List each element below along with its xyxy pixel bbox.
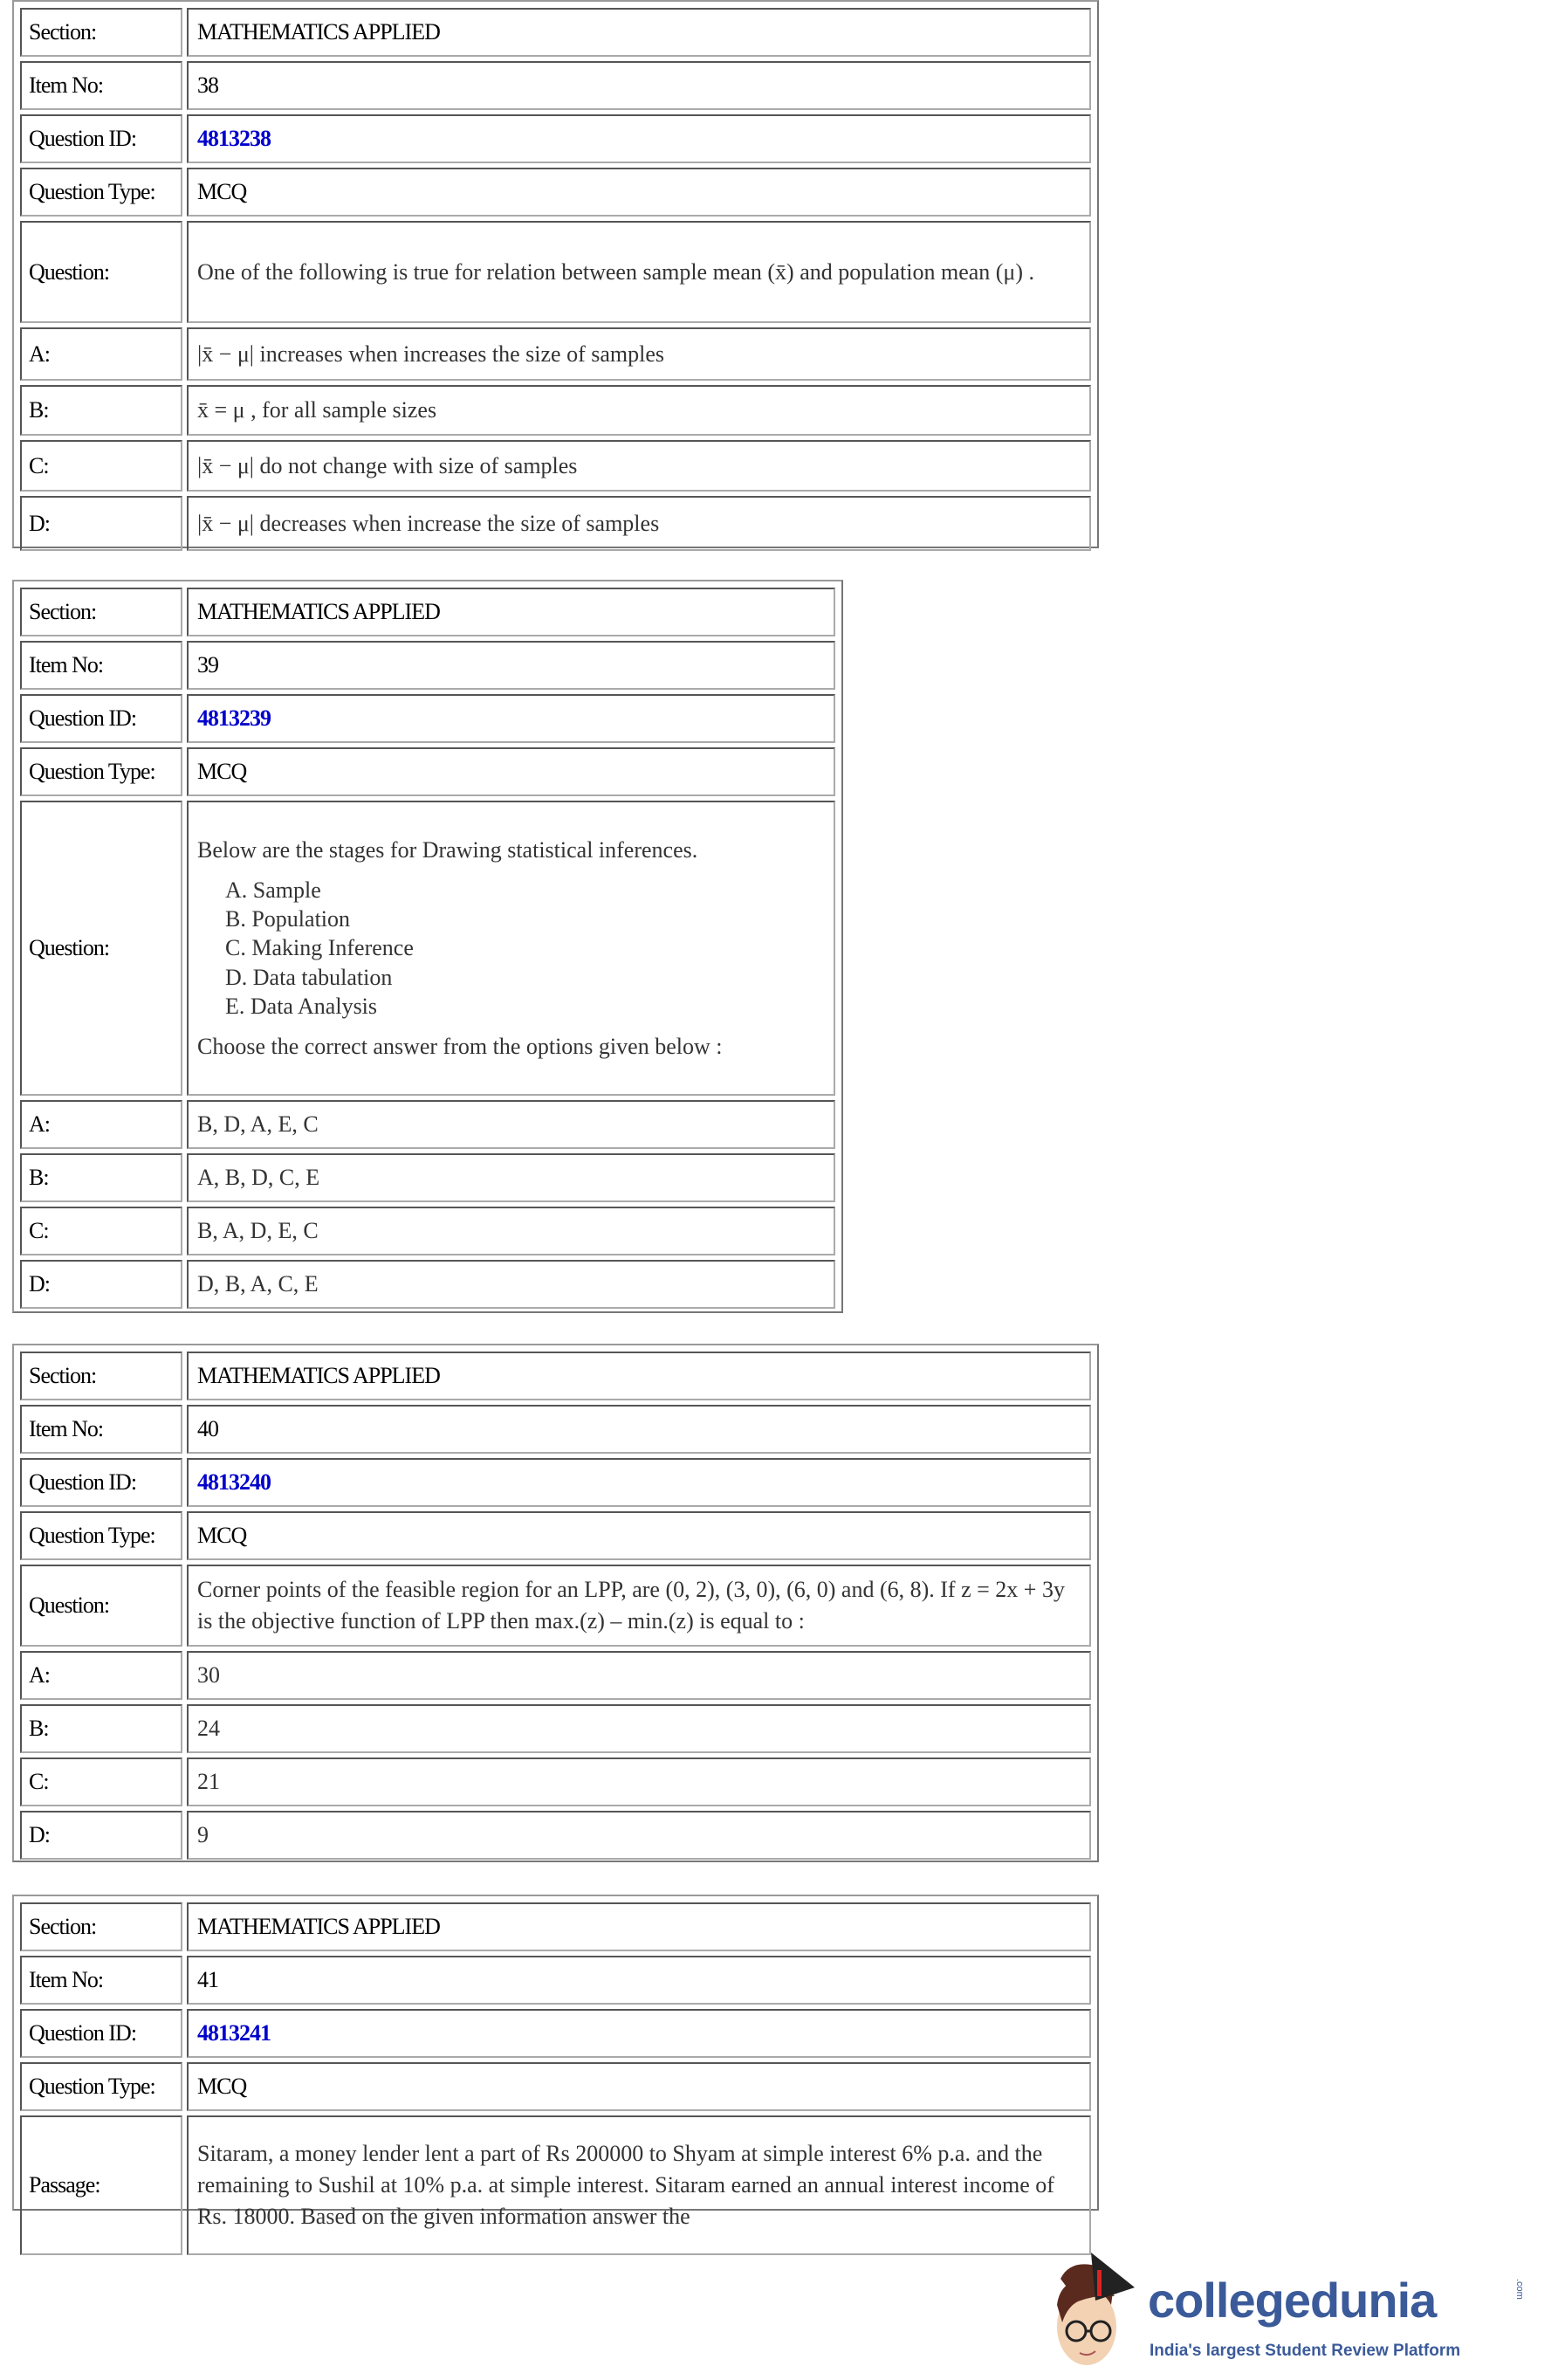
table-row <box>20 168 1091 217</box>
field-label: Question: <box>20 221 182 323</box>
table-row <box>20 1207 835 1255</box>
field-value: MCQ <box>187 1511 1091 1560</box>
stage-item: D. Data tabulation <box>225 964 393 990</box>
table-row <box>20 440 1091 492</box>
field-value: 21 <box>187 1757 1091 1806</box>
field-label: Question ID: <box>20 1458 182 1507</box>
question-grid <box>16 583 840 1313</box>
stage-item: A. Sample <box>225 877 321 904</box>
field-value: MCQ <box>187 2062 1091 2111</box>
stage-item: C. Making Inference <box>225 935 414 961</box>
field-value: Sitaram, a money lender lent a part of Rs 200000 to Shyam at simple interest 6% p.a. and the remaining to Sushil at 10% p.a. at simple interest. Sitaram earned an annual interest income of Rs. 18000. Based on the given information answer the <box>187 2115 1091 2255</box>
table-row <box>20 1100 835 1149</box>
table-row <box>20 1153 835 1202</box>
table-row <box>20 1704 1091 1753</box>
logo-wordmark: collegedunia <box>1148 2273 1437 2328</box>
table-row <box>20 1956 1091 2005</box>
table-row <box>20 1811 1091 1860</box>
table-row <box>20 1458 1091 1507</box>
field-value: 30 <box>187 1651 1091 1700</box>
field-value: MCQ <box>187 168 1091 217</box>
field-label: Item No: <box>20 1956 182 2005</box>
field-value <box>187 801 835 1096</box>
field-value: A, B, D, C, E <box>187 1153 835 1202</box>
table-row <box>20 801 835 1096</box>
question-grid <box>16 3 1095 555</box>
field-label: Question ID: <box>20 694 182 743</box>
table-row <box>20 1757 1091 1806</box>
field-label: Question: <box>20 1565 182 1647</box>
field-label: C: <box>20 440 182 492</box>
table-row <box>20 1565 1091 1647</box>
table-row <box>20 2062 1091 2111</box>
table-row <box>20 1511 1091 1560</box>
field-label: D: <box>20 1260 182 1309</box>
table-row <box>20 221 1091 323</box>
question-grid <box>16 1898 1095 2260</box>
question-table <box>12 0 1099 548</box>
mascot-icon <box>1043 2253 1143 2375</box>
field-value: MATHEMATICS APPLIED <box>187 8 1091 57</box>
logo-suffix: .com <box>1514 2279 1525 2300</box>
table-row <box>20 2009 1091 2058</box>
field-label: B: <box>20 1704 182 1753</box>
table-row <box>20 588 835 636</box>
question-table <box>12 580 843 1313</box>
field-value: MCQ <box>187 747 835 796</box>
table-row <box>20 1352 1091 1400</box>
question-id-link[interactable]: 4813241 <box>187 2009 1091 2058</box>
field-label: A: <box>20 327 182 381</box>
question-table <box>12 1895 1099 2229</box>
question-outro: Choose the correct answer from the options given below : <box>197 1033 723 1059</box>
question-intro: Below are the stages for Drawing statistical inferences. <box>197 836 698 863</box>
field-value: x̄ = μ , for all sample sizes <box>187 385 1091 436</box>
table-row <box>20 2115 1091 2255</box>
field-label: Item No: <box>20 61 182 110</box>
field-label: Item No: <box>20 1405 182 1454</box>
field-label: Item No: <box>20 641 182 690</box>
collegedunia-logo <box>1043 2253 1554 2375</box>
question-id-link[interactable]: 4813238 <box>187 114 1091 163</box>
field-label: Section: <box>20 588 182 636</box>
field-value: |x̄ − μ| increases when increases the size of samples <box>187 327 1091 381</box>
table-row <box>20 1260 835 1309</box>
table-row <box>20 114 1091 163</box>
table-row <box>20 385 1091 436</box>
field-value: 41 <box>187 1956 1091 2005</box>
field-label: D: <box>20 496 182 551</box>
field-value: 9 <box>187 1811 1091 1860</box>
field-label: Section: <box>20 8 182 57</box>
field-label: Question: <box>20 801 182 1096</box>
field-value: |x̄ − μ| decreases when increase the size of samples <box>187 496 1091 551</box>
field-value: MATHEMATICS APPLIED <box>187 1352 1091 1400</box>
question-grid <box>16 1347 1095 1864</box>
table-row <box>20 1902 1091 1951</box>
logo-tagline: India's largest Student Review Platform <box>1150 2342 1461 2360</box>
table-row <box>20 8 1091 57</box>
field-label: Question Type: <box>20 168 182 217</box>
question-table <box>12 1344 1099 1862</box>
field-label: A: <box>20 1651 182 1700</box>
field-label: B: <box>20 1153 182 1202</box>
question-id-link[interactable]: 4813239 <box>187 694 835 743</box>
field-label: Question Type: <box>20 747 182 796</box>
field-label: Question ID: <box>20 114 182 163</box>
field-value: 24 <box>187 1704 1091 1753</box>
field-label: C: <box>20 1757 182 1806</box>
stage-list <box>225 876 825 1020</box>
field-value: Corner points of the feasible region for an LPP, are (0, 2), (3, 0), (6, 0) and (6, 8). If z = 2x + 3y is the objective function of LPP then max.(z) – min.(z) is equal to : <box>187 1565 1091 1647</box>
stage-item: B. Population <box>225 906 351 932</box>
field-label: Question ID: <box>20 2009 182 2058</box>
table-row <box>20 747 835 796</box>
field-label: Section: <box>20 1352 182 1400</box>
field-value: MATHEMATICS APPLIED <box>187 588 835 636</box>
field-value: D, B, A, C, E <box>187 1260 835 1309</box>
field-label: C: <box>20 1207 182 1255</box>
field-label: Passage: <box>20 2115 182 2255</box>
table-row <box>20 1405 1091 1454</box>
field-value: 40 <box>187 1405 1091 1454</box>
table-row <box>20 1651 1091 1700</box>
field-value: |x̄ − μ| do not change with size of samples <box>187 440 1091 492</box>
field-label: D: <box>20 1811 182 1860</box>
table-row <box>20 694 835 743</box>
field-label: B: <box>20 385 182 436</box>
field-label: Question Type: <box>20 2062 182 2111</box>
table-row <box>20 641 835 690</box>
field-value: 39 <box>187 641 835 690</box>
field-value: B, D, A, E, C <box>187 1100 835 1149</box>
field-label: A: <box>20 1100 182 1149</box>
field-value: One of the following is true for relation between sample mean (x̄) and population mean (μ) . <box>187 221 1091 323</box>
field-value: 38 <box>187 61 1091 110</box>
field-value: MATHEMATICS APPLIED <box>187 1902 1091 1951</box>
field-label: Question Type: <box>20 1511 182 1560</box>
field-value: B, A, D, E, C <box>187 1207 835 1255</box>
table-row <box>20 496 1091 551</box>
field-label: Section: <box>20 1902 182 1951</box>
table-row <box>20 327 1091 381</box>
stage-item: E. Data Analysis <box>225 993 378 1019</box>
question-id-link[interactable]: 4813240 <box>187 1458 1091 1507</box>
table-row <box>20 61 1091 110</box>
